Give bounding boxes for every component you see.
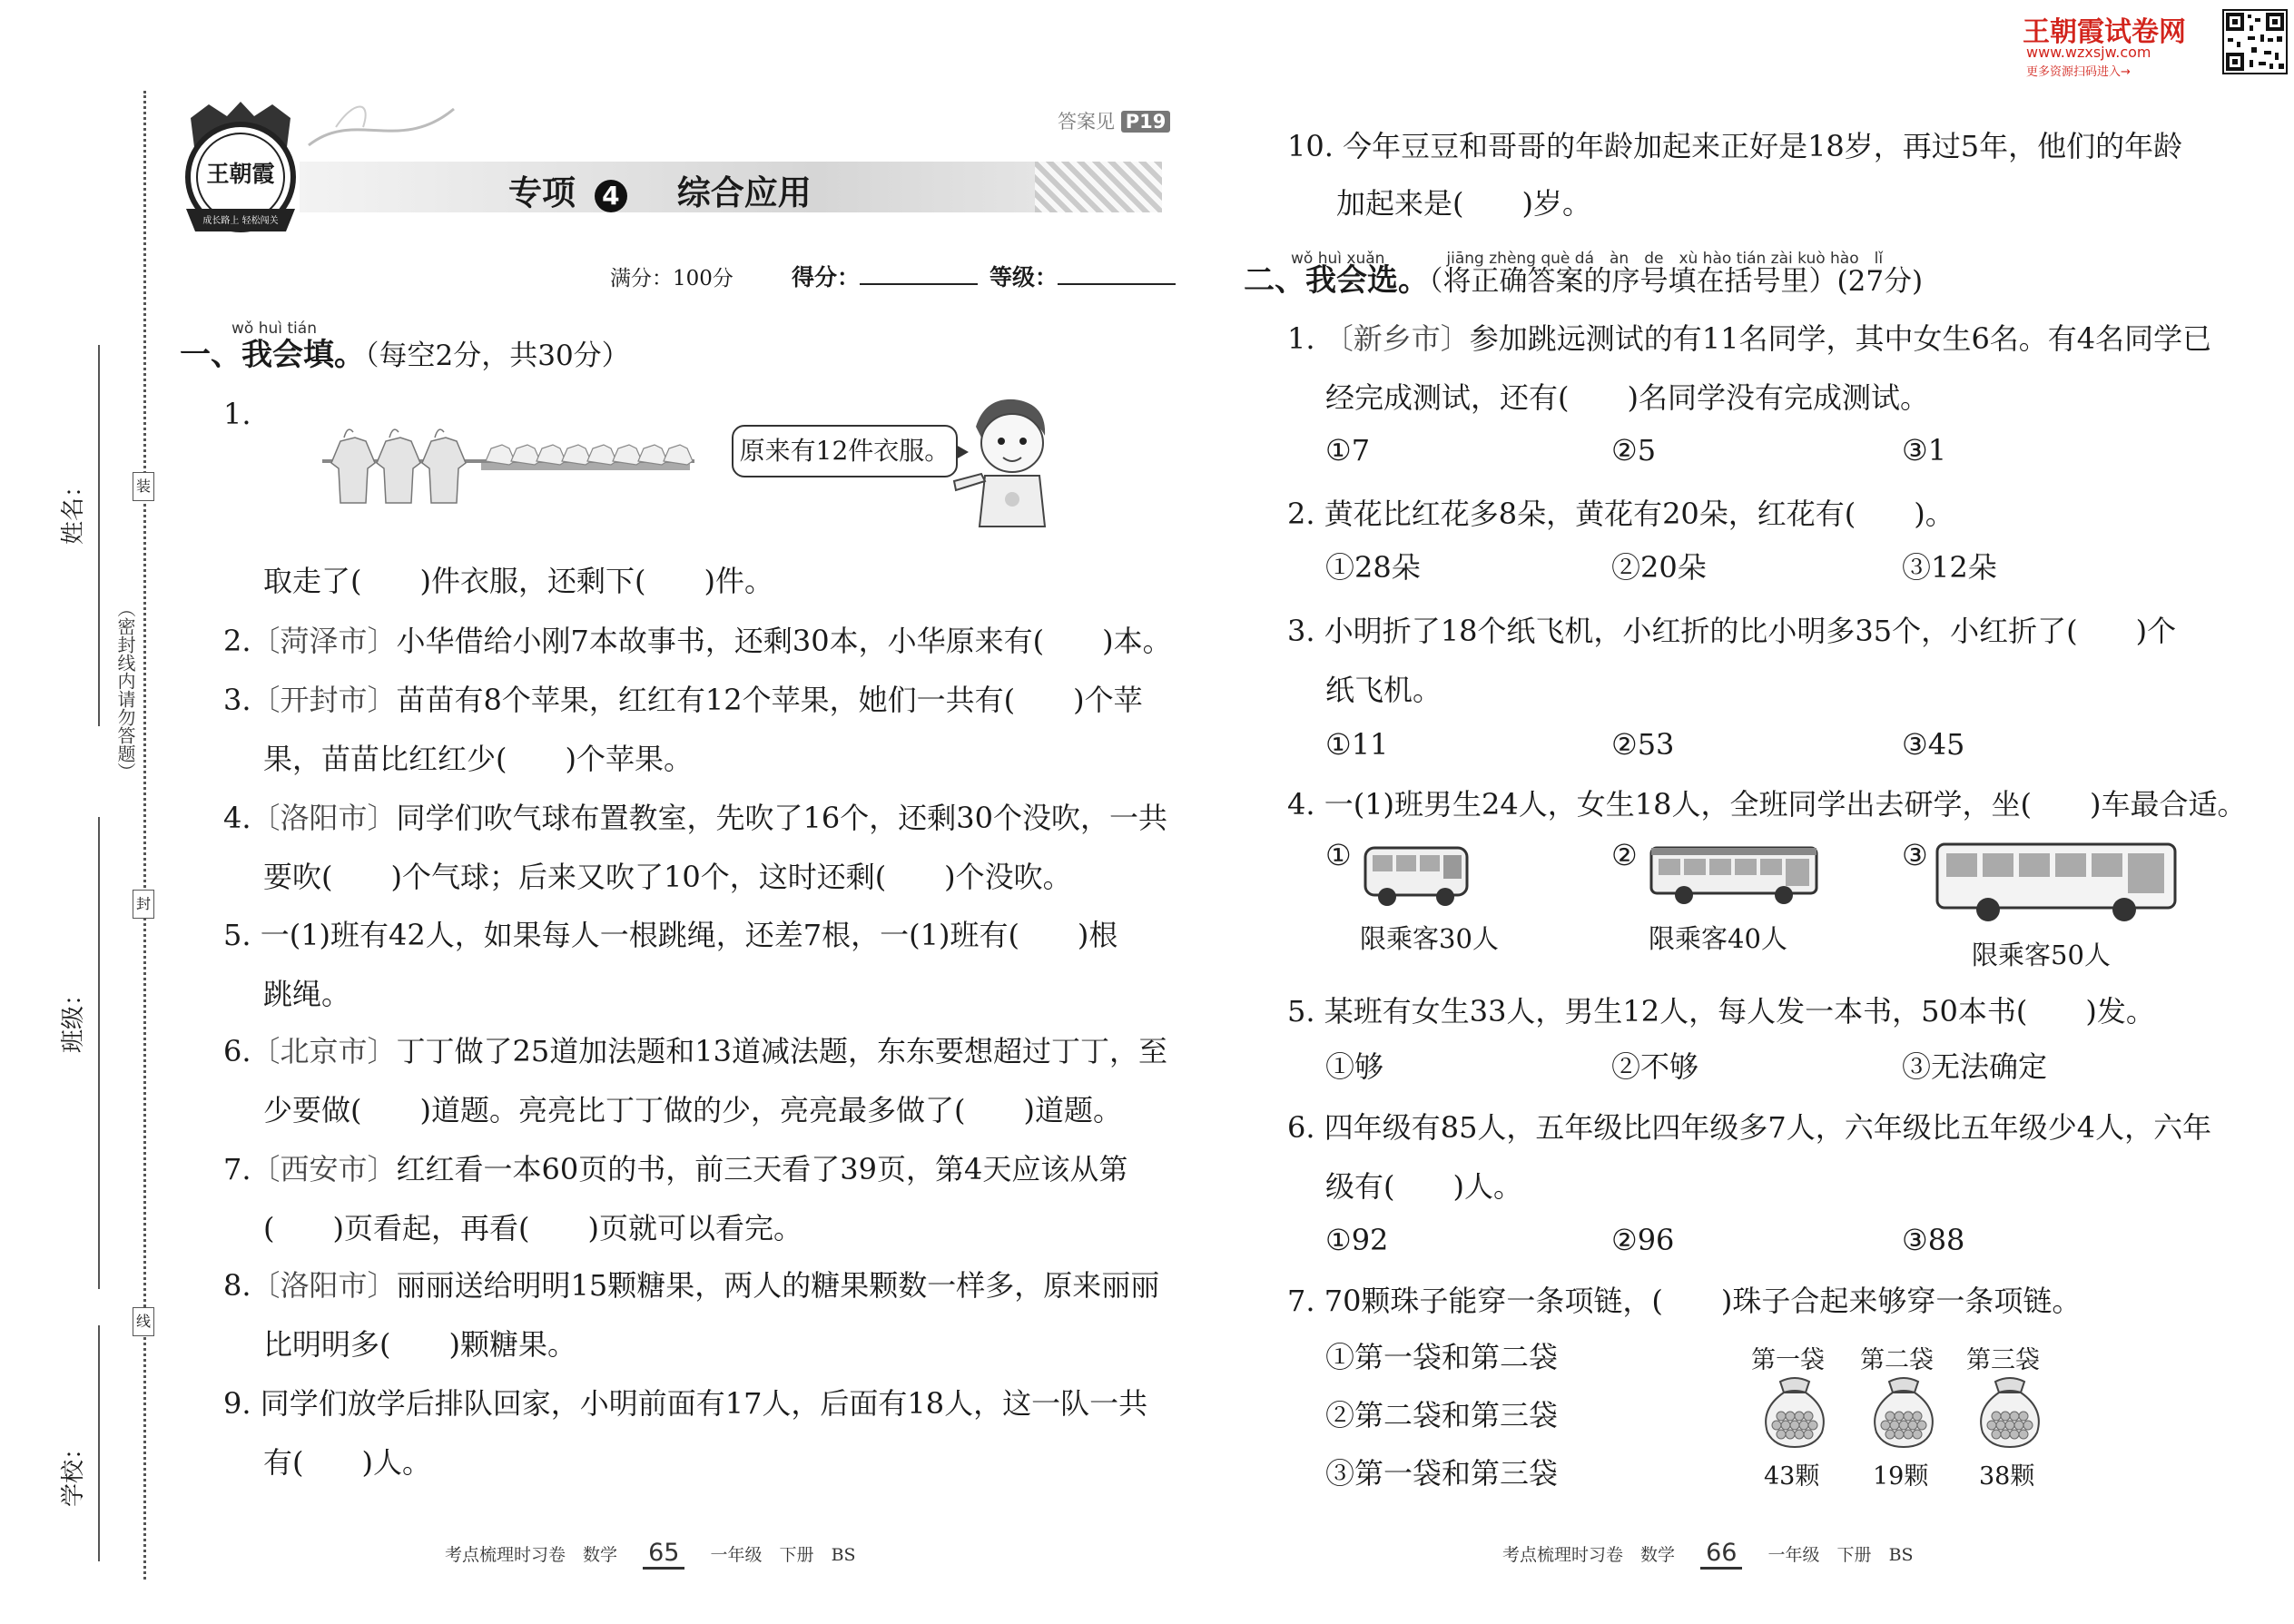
option-3[interactable]: ③第一袋和第三袋 — [1325, 1456, 1559, 1491]
option-2[interactable]: ②53 — [1611, 727, 1675, 762]
option-1[interactable]: ①够 — [1325, 1049, 1384, 1084]
region-tag: 〔新乡市〕 — [1324, 321, 1470, 356]
choice-question-4-line-1 — [1287, 786, 2246, 822]
page-number-right: 66 — [1700, 1539, 1742, 1570]
section1-heading: 一、我会填。（每空2分，共30分） — [180, 337, 630, 373]
school-label: 学校： — [60, 1435, 87, 1507]
fill-question-6-line-1 — [223, 1033, 1167, 1069]
q1-speech-bubble: 原来有12件衣服。 — [732, 425, 958, 477]
bag-count-1: 43颗 — [1764, 1462, 1820, 1491]
question-text: 70颗珠子能穿一条项链，( )珠子合起来够穿一条项链。 — [1324, 1284, 2082, 1318]
option-1[interactable]: ①92 — [1325, 1223, 1389, 1257]
question-text: 小华借给小刚7本故事书，还剩30本，小华原来有( )本。 — [396, 624, 1172, 658]
region-tag: 〔开封市〕 — [251, 683, 397, 717]
option-1[interactable]: ① — [1325, 838, 1352, 872]
question-text: 丽丽送给明明15颗糖果，两人的糖果颗数一样多，原来丽丽 — [396, 1268, 1160, 1303]
seal-notice: （密封线内请勿答题） — [114, 599, 136, 781]
question-text: 一(1)班有42人，如果每人一根跳绳，还差7根，一(1)班有( )根 — [260, 918, 1118, 952]
answer-reference: 答案见 P19 — [1058, 107, 1170, 134]
qr-code-icon[interactable] — [2224, 11, 2286, 73]
grade-field[interactable]: 等级： — [989, 260, 1176, 292]
full-score: 满分：100分 — [610, 267, 733, 290]
bead-bag-1-icon — [1757, 1373, 1833, 1452]
page-number-left: 65 — [643, 1539, 684, 1570]
question-text: 少要做( )道题。亮亮比丁丁做的少，亮亮最多做了( )道题。 — [263, 1093, 1122, 1127]
fill-question-8-line-2 — [263, 1326, 576, 1363]
footer-right: 考点梳理时习卷 数学 66 一年级 下册 BS — [1502, 1539, 1914, 1570]
question-text: 有( )人。 — [263, 1445, 431, 1480]
clothes-rack-illustration — [322, 408, 694, 517]
bead-bag-2-icon — [1866, 1373, 1942, 1452]
fill-question-3-line-2 — [263, 741, 693, 777]
choice-question-3-line-1 — [1287, 613, 2176, 649]
section2-heading: 二、我会选。（将正确答案的序号填在括号里）(27分) — [1244, 262, 1924, 299]
question-text: 果，苗苗比红红少( )个苹果。 — [263, 742, 693, 776]
question-text: 红红看一本60页的书，前三天看了39页，第4天应该从第 — [396, 1152, 1128, 1186]
option-3[interactable]: ③45 — [1902, 727, 1965, 762]
question-text: 一(1)班男生24人，女生18人，全班同学出去研学，坐( )车最合适。 — [1324, 787, 2247, 822]
question-number: 3. — [223, 683, 251, 717]
q1-number: 1. — [223, 397, 251, 431]
section2-pinyin: wǒ huì xuǎn jiāng zhèng què dá àn de xù hào tián zài kuò hào lǐ — [1291, 250, 1884, 268]
binding-mark-xian: 线 — [133, 1307, 154, 1336]
brand-block — [2023, 9, 2290, 80]
option-3[interactable]: ③ — [1902, 838, 1928, 872]
fill-question-7-line-1 — [223, 1151, 1127, 1187]
boy-illustration — [949, 390, 1067, 539]
region-tag: 〔西安市〕 — [251, 1152, 397, 1186]
option-3[interactable]: ③12朵 — [1902, 550, 1997, 585]
bag-count-3: 38颗 — [1979, 1462, 2035, 1491]
fill-question-2-line-1 — [223, 623, 1172, 659]
bus-40-caption: 限乘客40人 — [1649, 923, 1787, 954]
bus-30-illustration — [1362, 842, 1471, 913]
brand-name: 王朝霞试卷网 — [2023, 16, 2186, 48]
choice-question-5-line-1 — [1287, 993, 2155, 1029]
fill-question-7-line-2 — [263, 1210, 802, 1246]
fill-question-5-line-2 — [263, 976, 350, 1012]
question-text: 纸飞机。 — [1325, 673, 1442, 707]
question-text: ( )页看起，再看( )页就可以看完。 — [263, 1211, 802, 1245]
question-text: 同学们吹气球布置教室，先吹了16个，还剩30个没吹，一共 — [396, 801, 1167, 835]
bag-label-3: 第三袋 — [1966, 1346, 2040, 1374]
fill-question-8-line-1 — [223, 1267, 1159, 1304]
binding-mark-zhuang: 装 — [133, 472, 154, 501]
fill-question-9-line-2 — [263, 1444, 431, 1481]
question-number: 4. — [223, 801, 251, 835]
score-field[interactable]: 得分： — [792, 260, 978, 292]
section1-pinyin: wǒ huì tián — [231, 320, 317, 338]
option-3[interactable]: ③88 — [1902, 1223, 1965, 1257]
choice-question-2-line-1 — [1287, 496, 1954, 532]
question-number: 4. — [1287, 787, 1315, 822]
question-text: 丁丁做了25道加法题和13道减法题，东东要想超过丁丁，至 — [396, 1034, 1167, 1068]
q10-line-1: 10. 今年豆豆和哥哥的年龄加起来正好是18岁，再过5年，他们的年龄 — [1287, 129, 2183, 163]
region-tag: 〔洛阳市〕 — [251, 1268, 397, 1303]
brand-seal-logo — [172, 100, 309, 236]
option-1[interactable]: ①第一袋和第二袋 — [1325, 1340, 1559, 1374]
region-tag: 〔菏泽市〕 — [251, 624, 397, 658]
question-text: 比明明多( )颗糖果。 — [263, 1327, 576, 1362]
question-number: 5. — [1287, 994, 1315, 1029]
fill-question-4-line-2 — [263, 859, 1072, 895]
question-number: 6. — [223, 1034, 251, 1068]
question-number: 2. — [223, 624, 251, 658]
choice-question-1-line-2 — [1325, 379, 1929, 416]
brand-url[interactable]: www.wzxsjw.com — [2026, 44, 2151, 61]
bag-label-2: 第二袋 — [1860, 1346, 1934, 1374]
answer-page-badge: P19 — [1121, 111, 1171, 133]
footer-left: 考点梳理时习卷 数学 65 一年级 下册 BS — [445, 1539, 856, 1570]
option-2[interactable]: ②第二袋和第三袋 — [1325, 1398, 1559, 1432]
question-text: 级有( )人。 — [1325, 1169, 1522, 1204]
option-1[interactable]: ①7 — [1325, 433, 1371, 468]
question-number: 7. — [1287, 1284, 1315, 1318]
question-number: 9. — [223, 1386, 251, 1421]
option-3[interactable]: ③1 — [1902, 433, 1947, 468]
option-2[interactable]: ②5 — [1611, 433, 1657, 468]
question-number: 7. — [223, 1152, 251, 1186]
question-number: 2. — [1287, 497, 1315, 531]
question-number: 6. — [1287, 1110, 1315, 1145]
bus-30-caption: 限乘客30人 — [1360, 923, 1499, 954]
question-text: 要吹( )个气球；后来又吹了10个，这时还剩( )个没吹。 — [263, 860, 1072, 894]
question-number: 1. — [1287, 321, 1315, 356]
bus-40-illustration — [1648, 842, 1820, 913]
name-label: 姓名： — [60, 473, 87, 545]
binding-margin — [36, 91, 154, 1580]
question-text: 参加跳远测试的有11名同学，其中女生6名。有4名同学已 — [1469, 321, 2212, 356]
bead-bag-3-icon — [1972, 1373, 2048, 1452]
question-number: 3. — [1287, 614, 1315, 648]
option-2[interactable]: ②20朵 — [1611, 550, 1707, 585]
class-label: 班级： — [60, 981, 87, 1053]
q10-line-2: 加起来是( )岁。 — [1336, 186, 1591, 221]
ribbon-decoration — [300, 91, 463, 167]
option-2[interactable]: ② — [1611, 838, 1638, 872]
question-number: 5. — [223, 918, 251, 952]
fill-question-6-line-2 — [263, 1092, 1122, 1128]
option-1[interactable]: ①28朵 — [1325, 550, 1421, 585]
bag-count-2: 19颗 — [1873, 1462, 1929, 1491]
choice-question-6-line-1 — [1287, 1109, 2211, 1146]
region-tag: 〔洛阳市〕 — [251, 801, 397, 835]
fill-question-5-line-1 — [223, 917, 1117, 953]
choice-question-7-line-1 — [1287, 1283, 2081, 1319]
question-text: 同学们放学后排队回家，小明前面有17人，后面有18人，这一队一共 — [260, 1386, 1148, 1421]
question-text: 小明折了18个纸飞机，小红折的比小明多35个，小红折了( )个 — [1324, 614, 2177, 648]
bus-50-caption: 限乘客50人 — [1972, 940, 2111, 970]
fill-question-4-line-1 — [223, 800, 1167, 836]
bag-label-1: 第一袋 — [1751, 1346, 1825, 1374]
option-2[interactable]: ②96 — [1611, 1223, 1675, 1257]
question-text: 四年级有85人，五年级比四年级多7人，六年级比五年级少4人，六年 — [1324, 1110, 2212, 1145]
region-tag: 〔北京市〕 — [251, 1034, 397, 1068]
page-title: 专项 4 综合应用 — [508, 173, 812, 212]
fill-question-3-line-1 — [223, 682, 1143, 718]
choice-question-6-line-2 — [1325, 1168, 1522, 1205]
option-1[interactable]: ①11 — [1325, 727, 1389, 762]
bus-50-illustration — [1934, 839, 2179, 928]
option-2[interactable]: ②不够 — [1611, 1049, 1699, 1084]
fill-question-9-line-1 — [223, 1385, 1147, 1422]
question-text: 某班有女生33人，男生12人，每人发一本书，50本书( )发。 — [1324, 994, 2155, 1029]
brand-tagline: 更多资源扫码进入→ — [2026, 65, 2131, 79]
option-3[interactable]: ③无法确定 — [1902, 1049, 2048, 1084]
title-number-badge: 4 — [595, 180, 627, 212]
question-text: 苗苗有8个苹果，红红有12个苹果，她们一共有( )个苹 — [396, 683, 1143, 717]
choice-question-3-line-2 — [1325, 672, 1442, 708]
binding-mark-feng: 封 — [133, 890, 154, 919]
seal-text: 王朝霞 — [206, 161, 275, 187]
q1-text: 取走了( )件衣服，还剩下( )件。 — [263, 564, 773, 598]
question-number: 8. — [223, 1268, 251, 1303]
choice-question-1-line-1 — [1287, 320, 2211, 357]
question-text: 黄花比红花多8朵，黄花有20朵，红花有( )。 — [1324, 497, 1954, 531]
seal-motto: 成长路上 轻松闯关 — [202, 216, 279, 226]
question-text: 经完成测试，还有( )名同学没有完成测试。 — [1325, 380, 1929, 415]
question-text: 跳绳。 — [263, 977, 351, 1011]
